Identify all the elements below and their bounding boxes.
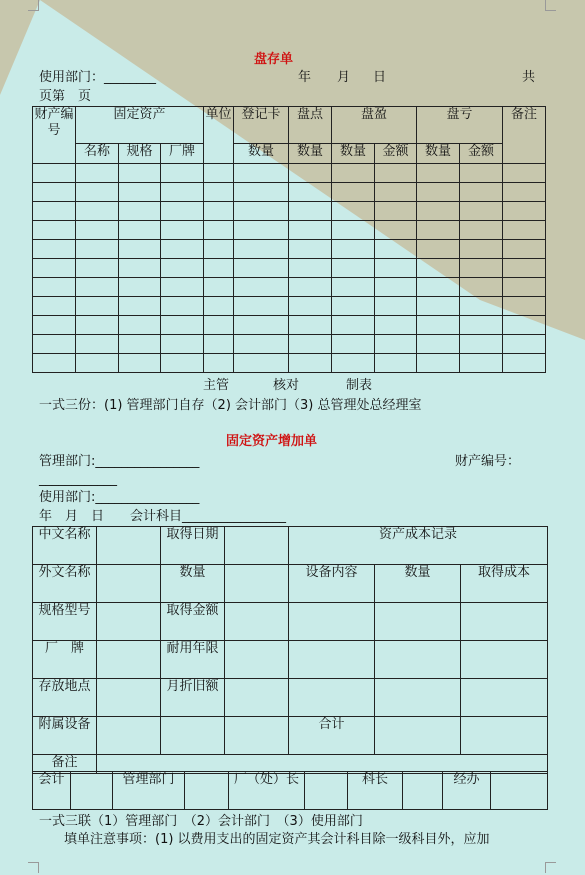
inventory-cell[interactable] xyxy=(417,202,460,221)
signature-checker: 核对 xyxy=(273,378,300,393)
subheader-brand: 厂牌 xyxy=(161,144,204,164)
inventory-cell[interactable] xyxy=(234,297,289,316)
subheader-amount: 金额 xyxy=(375,144,417,164)
inventory-cell[interactable] xyxy=(119,335,161,354)
header-equipment-content: 设备内容 xyxy=(289,565,375,603)
form1-date-day: 日 xyxy=(373,70,387,85)
input-monthly-depreciation[interactable] xyxy=(225,679,289,717)
sign-accounting[interactable] xyxy=(71,772,113,810)
form1-total-label: 共 xyxy=(522,70,536,85)
inventory-cell[interactable] xyxy=(503,164,546,183)
inventory-row xyxy=(33,354,546,373)
inventory-cell[interactable] xyxy=(76,316,119,335)
input-attached-equipment-3[interactable] xyxy=(225,717,289,755)
signature-preparer: 制表 xyxy=(346,378,373,393)
inventory-cell[interactable] xyxy=(375,335,417,354)
inventory-cell[interactable] xyxy=(417,335,460,354)
inventory-cell[interactable] xyxy=(503,183,546,202)
form1-copies-note: 一式三份：(1) 管理部门自存（2) 会计部门（3) 总管理处总经理室 xyxy=(39,398,422,413)
inventory-cell[interactable] xyxy=(234,278,289,297)
label-accounting: 会计 xyxy=(33,772,71,810)
subheader-amount: 金额 xyxy=(460,144,503,164)
inventory-cell[interactable] xyxy=(289,183,332,202)
form1-title: 盘存单 xyxy=(254,52,294,67)
inventory-cell[interactable] xyxy=(234,316,289,335)
form1-dept-field[interactable]: 使用部门：________ xyxy=(39,70,157,85)
input-foreign-name[interactable] xyxy=(97,565,161,603)
inventory-cell[interactable] xyxy=(332,316,375,335)
inventory-cell[interactable] xyxy=(33,259,76,278)
inventory-cell[interactable] xyxy=(375,278,417,297)
inventory-cell[interactable] xyxy=(119,164,161,183)
inventory-cell[interactable] xyxy=(460,183,503,202)
inventory-cell[interactable] xyxy=(234,221,289,240)
inventory-cell[interactable] xyxy=(417,183,460,202)
input-spec-model[interactable] xyxy=(97,603,161,641)
input-acquire-date[interactable] xyxy=(225,527,289,565)
input-quantity[interactable] xyxy=(225,565,289,603)
subheader-qty: 数量 xyxy=(417,144,460,164)
form2-fill-note: 填单注意事项：(1) 以费用支出的固定资产其会计科目除一级科目外，应加 xyxy=(64,832,490,847)
asset-addition-table xyxy=(32,526,548,774)
inventory-cell[interactable] xyxy=(204,183,234,202)
inventory-cell[interactable] xyxy=(234,202,289,221)
inventory-cell[interactable] xyxy=(289,221,332,240)
inventory-cell[interactable] xyxy=(234,183,289,202)
label-section-chief: 科长 xyxy=(348,772,403,810)
cost-cell[interactable] xyxy=(461,603,548,641)
inventory-cell[interactable] xyxy=(76,335,119,354)
subheader-qty: 数量 xyxy=(289,144,332,164)
inventory-cell[interactable] xyxy=(289,240,332,259)
inventory-cell[interactable] xyxy=(119,221,161,240)
inventory-cell[interactable] xyxy=(119,354,161,373)
inventory-row xyxy=(33,278,546,297)
inventory-cell[interactable] xyxy=(460,316,503,335)
inventory-cell[interactable] xyxy=(76,278,119,297)
inventory-cell[interactable] xyxy=(460,335,503,354)
inventory-cell[interactable] xyxy=(332,221,375,240)
inventory-row xyxy=(33,335,546,354)
form1-date-year: 年 xyxy=(298,70,312,85)
crop-mark xyxy=(545,0,556,11)
inventory-cell[interactable] xyxy=(204,335,234,354)
subheader-spec: 规格 xyxy=(119,144,161,164)
inventory-cell[interactable] xyxy=(503,297,546,316)
inventory-cell[interactable] xyxy=(503,240,546,259)
inventory-cell[interactable] xyxy=(332,297,375,316)
inventory-cell[interactable] xyxy=(460,240,503,259)
inventory-cell[interactable] xyxy=(460,278,503,297)
header-loss: 盘亏 xyxy=(417,107,503,144)
inventory-cell[interactable] xyxy=(375,202,417,221)
inventory-cell[interactable] xyxy=(332,335,375,354)
inventory-cell[interactable] xyxy=(289,354,332,373)
inventory-cell[interactable] xyxy=(289,297,332,316)
inventory-cell[interactable] xyxy=(76,221,119,240)
inventory-cell[interactable] xyxy=(161,183,204,202)
inventory-cell[interactable] xyxy=(289,259,332,278)
cost-cell[interactable] xyxy=(375,679,461,717)
form1-page-label: 页第 页 xyxy=(39,89,92,104)
inventory-row xyxy=(33,221,546,240)
inventory-cell[interactable] xyxy=(417,240,460,259)
inventory-cell[interactable] xyxy=(119,297,161,316)
inventory-cell[interactable] xyxy=(460,297,503,316)
inventory-cell[interactable] xyxy=(332,183,375,202)
input-chinese-name[interactable] xyxy=(97,527,161,565)
inventory-cell[interactable] xyxy=(161,354,204,373)
crop-mark xyxy=(28,862,39,873)
inventory-cell[interactable] xyxy=(161,202,204,221)
inventory-cell[interactable] xyxy=(289,316,332,335)
input-location[interactable] xyxy=(97,679,161,717)
inventory-cell[interactable] xyxy=(161,240,204,259)
inventory-cell[interactable] xyxy=(503,278,546,297)
inventory-cell[interactable] xyxy=(119,316,161,335)
inventory-cell[interactable] xyxy=(234,354,289,373)
inventory-cell[interactable] xyxy=(119,259,161,278)
inventory-row xyxy=(33,164,546,183)
inventory-cell[interactable] xyxy=(76,240,119,259)
crop-mark xyxy=(545,862,556,873)
inventory-cell[interactable] xyxy=(119,202,161,221)
inventory-cell[interactable] xyxy=(503,354,546,373)
inventory-cell[interactable] xyxy=(375,221,417,240)
inventory-cell[interactable] xyxy=(33,316,76,335)
inventory-cell[interactable] xyxy=(161,259,204,278)
inventory-cell[interactable] xyxy=(234,335,289,354)
inventory-row xyxy=(33,259,546,278)
inventory-cell[interactable] xyxy=(417,164,460,183)
inventory-cell[interactable] xyxy=(161,278,204,297)
header-asset-cost-record: 资产成本记录 xyxy=(289,527,548,565)
inventory-cell[interactable] xyxy=(332,240,375,259)
inventory-cell[interactable] xyxy=(161,221,204,240)
label-quantity: 数量 xyxy=(161,565,225,603)
header-acquire-cost: 取得成本 xyxy=(461,565,548,603)
header-inventory: 盘点 xyxy=(289,107,332,144)
form2-asset-no-label: 财产编号： xyxy=(455,454,521,469)
label-handler: 经办 xyxy=(443,772,491,810)
inventory-cell[interactable] xyxy=(460,354,503,373)
inventory-cell[interactable] xyxy=(375,354,417,373)
header-unit: 单位 xyxy=(204,107,234,164)
sign-handler[interactable] xyxy=(491,772,548,810)
inventory-cell[interactable] xyxy=(33,164,76,183)
label-spec-model: 规格型号 xyxy=(33,603,97,641)
label-mgmt-dept: 管理部门 xyxy=(113,772,185,810)
inventory-cell[interactable] xyxy=(375,316,417,335)
inventory-row xyxy=(33,202,546,221)
inventory-cell[interactable] xyxy=(417,297,460,316)
input-brand[interactable] xyxy=(97,641,161,679)
input-acquire-amount[interactable] xyxy=(225,603,289,641)
form2-use-dept-field[interactable]: 使用部门:________________ xyxy=(39,490,200,505)
input-attached-equipment[interactable] xyxy=(97,717,161,755)
inventory-cell[interactable] xyxy=(161,335,204,354)
inventory-cell[interactable] xyxy=(161,316,204,335)
subheader-qty: 数量 xyxy=(234,144,289,164)
header-asset-no: 财产编号 xyxy=(33,107,76,164)
inventory-cell[interactable] xyxy=(332,202,375,221)
form2-mgmt-dept-field[interactable]: 管理部门:________________ xyxy=(39,454,200,469)
form2-asset-no-field[interactable]: ____________ xyxy=(39,472,117,487)
inventory-cell[interactable] xyxy=(76,259,119,278)
header-fixed-asset: 固定资产 xyxy=(76,107,204,144)
sign-factory-head[interactable] xyxy=(305,772,348,810)
inventory-row xyxy=(33,240,546,259)
inventory-cell[interactable] xyxy=(161,297,204,316)
form2-title: 固定资产增加单 xyxy=(226,434,318,449)
form2-date-account-field[interactable]: 年 月 日 会计科目________________ xyxy=(39,509,287,524)
label-location: 存放地点 xyxy=(33,679,97,717)
label-acquire-amount: 取得金额 xyxy=(161,603,225,641)
inventory-cell[interactable] xyxy=(33,183,76,202)
cost-cell[interactable] xyxy=(289,641,375,679)
inventory-row xyxy=(33,297,546,316)
inventory-cell[interactable] xyxy=(33,335,76,354)
subheader-name: 名称 xyxy=(76,144,119,164)
inventory-cell[interactable] xyxy=(234,240,289,259)
inventory-cell[interactable] xyxy=(33,297,76,316)
inventory-cell[interactable] xyxy=(234,164,289,183)
label-factory-head: 厂（处）长 xyxy=(229,772,305,810)
inventory-cell[interactable] xyxy=(204,316,234,335)
inventory-cell[interactable] xyxy=(76,202,119,221)
cost-cell[interactable] xyxy=(375,603,461,641)
inventory-cell[interactable] xyxy=(417,354,460,373)
inventory-cell[interactable] xyxy=(503,259,546,278)
header-register-card: 登记卡 xyxy=(234,107,289,144)
approval-table xyxy=(32,771,548,810)
inventory-cell[interactable] xyxy=(289,278,332,297)
form1-date-month: 月 xyxy=(337,70,351,85)
inventory-cell[interactable] xyxy=(119,183,161,202)
inventory-cell[interactable] xyxy=(460,221,503,240)
inventory-cell[interactable] xyxy=(460,164,503,183)
inventory-cell[interactable] xyxy=(204,221,234,240)
total-cost[interactable] xyxy=(461,717,548,755)
inventory-cell[interactable] xyxy=(289,335,332,354)
inventory-cell[interactable] xyxy=(332,164,375,183)
sign-mgmt-dept[interactable] xyxy=(185,772,229,810)
inventory-cell[interactable] xyxy=(503,202,546,221)
inventory-row xyxy=(33,316,546,335)
inventory-cell[interactable] xyxy=(204,354,234,373)
inventory-cell[interactable] xyxy=(417,221,460,240)
inventory-cell[interactable] xyxy=(234,259,289,278)
signature-supervisor: 主管 xyxy=(203,378,230,393)
header-cost-quantity: 数量 xyxy=(375,565,461,603)
inventory-cell[interactable] xyxy=(161,164,204,183)
inventory-cell[interactable] xyxy=(204,297,234,316)
inventory-cell[interactable] xyxy=(33,221,76,240)
cost-cell[interactable] xyxy=(375,641,461,679)
crop-mark xyxy=(28,0,39,11)
header-remark: 备注 xyxy=(503,107,546,164)
label-brand: 厂 牌 xyxy=(33,641,97,679)
inventory-cell[interactable] xyxy=(417,259,460,278)
inventory-cell[interactable] xyxy=(417,316,460,335)
cost-cell[interactable] xyxy=(289,679,375,717)
inventory-cell[interactable] xyxy=(204,240,234,259)
inventory-cell[interactable] xyxy=(375,164,417,183)
inventory-cell[interactable] xyxy=(375,240,417,259)
sign-section-chief[interactable] xyxy=(403,772,443,810)
inventory-cell[interactable] xyxy=(503,316,546,335)
inventory-cell[interactable] xyxy=(33,202,76,221)
inventory-table xyxy=(32,106,546,373)
inventory-cell[interactable] xyxy=(33,240,76,259)
inventory-cell[interactable] xyxy=(289,202,332,221)
label-chinese-name: 中文名称 xyxy=(33,527,97,565)
inventory-cell[interactable] xyxy=(204,278,234,297)
inventory-cell[interactable] xyxy=(460,259,503,278)
inventory-cell[interactable] xyxy=(503,335,546,354)
inventory-cell[interactable] xyxy=(204,202,234,221)
header-surplus: 盘盈 xyxy=(332,107,417,144)
cost-cell[interactable] xyxy=(461,679,548,717)
inventory-cell[interactable] xyxy=(375,259,417,278)
inventory-cell[interactable] xyxy=(119,278,161,297)
total-quantity[interactable] xyxy=(375,717,461,755)
label-useful-life: 耐用年限 xyxy=(161,641,225,679)
inventory-cell[interactable] xyxy=(289,164,332,183)
input-attached-equipment-2[interactable] xyxy=(161,717,225,755)
inventory-cell[interactable] xyxy=(76,354,119,373)
input-useful-life[interactable] xyxy=(225,641,289,679)
subheader-qty: 数量 xyxy=(332,144,375,164)
inventory-cell[interactable] xyxy=(417,278,460,297)
label-total: 合计 xyxy=(289,717,375,755)
inventory-cell[interactable] xyxy=(460,202,503,221)
inventory-cell[interactable] xyxy=(76,183,119,202)
inventory-cell[interactable] xyxy=(375,183,417,202)
inventory-cell[interactable] xyxy=(33,354,76,373)
label-remark: 备注 xyxy=(33,755,97,774)
inventory-row xyxy=(33,183,546,202)
inventory-cell[interactable] xyxy=(119,240,161,259)
inventory-cell[interactable] xyxy=(503,221,546,240)
inventory-cell[interactable] xyxy=(204,164,234,183)
inventory-cell[interactable] xyxy=(76,297,119,316)
cost-cell[interactable] xyxy=(289,603,375,641)
label-acquire-date: 取得日期 xyxy=(161,527,225,565)
label-monthly-depreciation: 月折旧额 xyxy=(161,679,225,717)
cost-cell[interactable] xyxy=(461,641,548,679)
inventory-cell[interactable] xyxy=(332,354,375,373)
inventory-cell[interactable] xyxy=(332,259,375,278)
label-attached-equipment: 附属设备 xyxy=(33,717,97,755)
inventory-cell[interactable] xyxy=(375,297,417,316)
form2-copies-note: 一式三联（1）管理部门 （2）会计部门 （3）使用部门 xyxy=(39,814,363,829)
label-foreign-name: 外文名称 xyxy=(33,565,97,603)
inventory-cell[interactable] xyxy=(33,278,76,297)
inventory-cell[interactable] xyxy=(332,278,375,297)
inventory-cell[interactable] xyxy=(76,164,119,183)
inventory-cell[interactable] xyxy=(204,259,234,278)
